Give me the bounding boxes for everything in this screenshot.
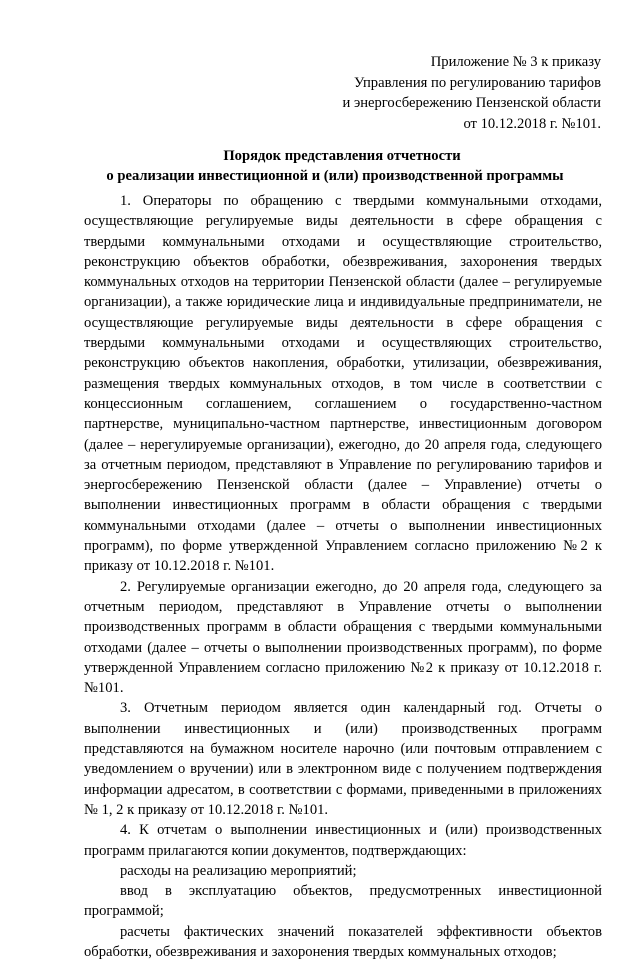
paragraph-4: 4. К отчетам о выполнении инвестиционных и (или) производственных программ прилагаются копии документов, подтверждающих: — [84, 822, 602, 859]
paragraph-3: 3. Отчетным периодом является один календарный год. Отчеты о выполнении инвестиционных и (или) производственных программ представляются на бумажном носителе нарочно (или почтовым отправлением с уведомлением о вручении) или в электронном виде с получением подтверждения информации адресатом, в соответствии с формами, приведенными в приложениях № 1, 2 к приказу от 10.12.2018 г. №101. — [84, 700, 602, 818]
title-line-1: Порядок представления отчетности — [223, 148, 461, 164]
title-line-2: о реализации инвестиционной и (или) производственной программы — [106, 167, 564, 184]
paragraph-1: 1. Операторы по обращению с твердыми коммунальными отходами, осуществляющие регулируемые виды деятельности в сфере обращения с твердыми коммунальными отходами и осуществляющие строительство, реконструкцию объектов обработки, обезвреживания, захоронения твердых коммунальных отходов на территории Пензенской области (далее – регулируемые организации), а также юридические лица и индивидуальные предприниматели, не осуществляющие регулируемые виды деятельности в сфере обращения с твердыми коммунальными отходами и осуществляющих строительство, реконструкцию объектов накопления, обработки, утилизации, обезвреживания, размещения твердых коммунальных отходов, в том числе в соответствии с концессионным соглашением, соглашением о государственно-частном партнерстве, муниципально-частном партнерстве, инвестиционным договором (далее – нерегулируемые организации), ежегодно, до 20 апреля года, следующего за отчетным периодом, представляют в Управление по регулированию тарифов и энергосбережению Пензенской области (далее – Управление) отчеты о выполнении инвестиционных программ в области обращения с твердыми коммунальными отходами (далее – отчеты о выполнении инвестиционных программ), по форме утвержденной Управлением согласно приложению №2 к приказу от 10.12.2018 г. №101. — [84, 193, 602, 575]
header-line-3: и энергосбережению Пензенской области — [342, 95, 601, 111]
document-body — [84, 191, 602, 962]
paragraph-2: 2. Регулируемые организации ежегодно, до 20 апреля года, следующего за отчетным периодом, представляют в Управление отчеты о выполнении производственных программ в области обращения с твердыми коммунальными отходами (далее – отчеты о выполнении производственных программ), по форме утвержденной Управлением согласно приложению №2 к приказу от 10.12.2018 г. №101. — [84, 578, 602, 697]
document-title — [0, 147, 640, 186]
appendix-header — [342, 52, 601, 134]
header-line-4: от 10.12.2018 г. №101. — [463, 115, 601, 132]
paragraph-4-item-2: ввод в эксплуатацию объектов, предусмотренных инвестиционной программой; — [84, 883, 602, 920]
header-line-2: Управления по регулированию тарифов — [353, 74, 601, 91]
paragraph-4-item-1: расходы на реализацию мероприятий; — [120, 862, 357, 879]
header-line-1: Приложение № 3 к приказу — [430, 54, 601, 70]
paragraph-4-item-3: расчеты фактических значений показателей эффективности объектов обработки, обезвреживания и захоронения твердых коммунальных отходов; — [84, 923, 602, 960]
